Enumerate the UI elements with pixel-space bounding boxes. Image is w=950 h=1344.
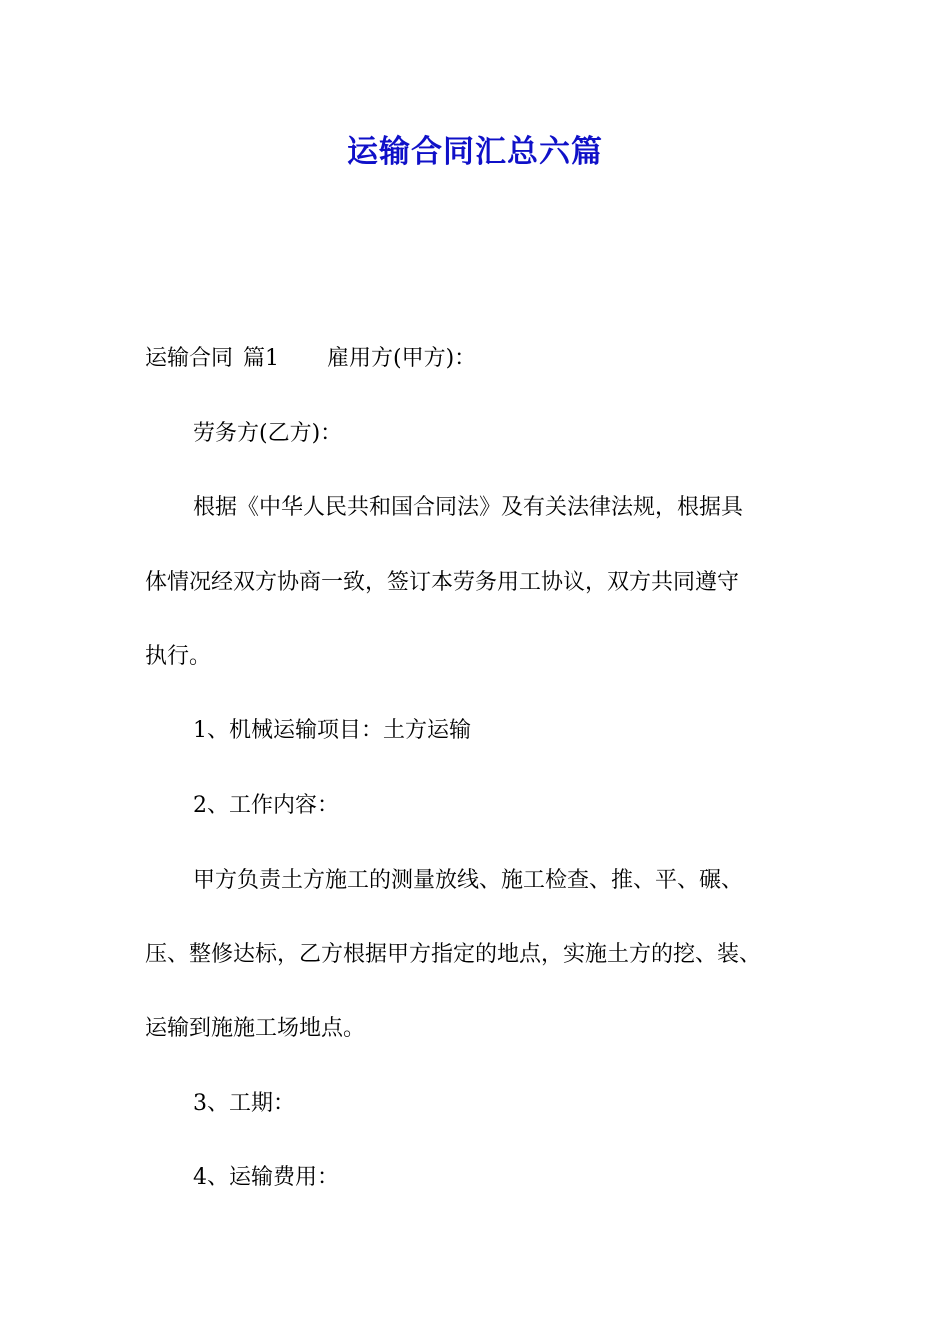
intro-paragraph-line-2: 体情况经双方协商一致，签订本劳务用工协议，双方共同遵守 <box>145 570 740 595</box>
content-paragraph-line-3: 运输到施施工场地点。 <box>145 1016 366 1041</box>
employer-label: 雇用方(甲方)： <box>327 346 477 371</box>
contract-number: 篇1 <box>243 346 280 371</box>
labor-party-label: 劳务方(乙方)： <box>193 421 343 446</box>
contract-heading-line <box>145 343 845 375</box>
contract-heading: 运输合同 <box>145 346 234 371</box>
intro-paragraph-line-1: 根据《中华人民共和国合同法》及有关法律法规，根据具 <box>193 495 744 520</box>
item-2-work-content: 2、工作内容： <box>193 793 339 818</box>
item-4-transport-fee: 4、运输费用： <box>193 1165 339 1190</box>
item-1-transport-project: 1、机械运输项目：土方运输 <box>193 718 471 743</box>
content-paragraph-line-1: 甲方负责土方施工的测量放线、施工检查、推、平、碾、 <box>193 868 744 893</box>
intro-paragraph-line-3: 执行。 <box>145 644 212 669</box>
item-3-duration: 3、工期： <box>193 1091 295 1116</box>
document-title: 运输合同汇总六篇 <box>347 134 603 170</box>
content-paragraph-line-2: 压、整修达标，乙方根据甲方指定的地点，实施土方的挖、装、 <box>145 942 762 967</box>
